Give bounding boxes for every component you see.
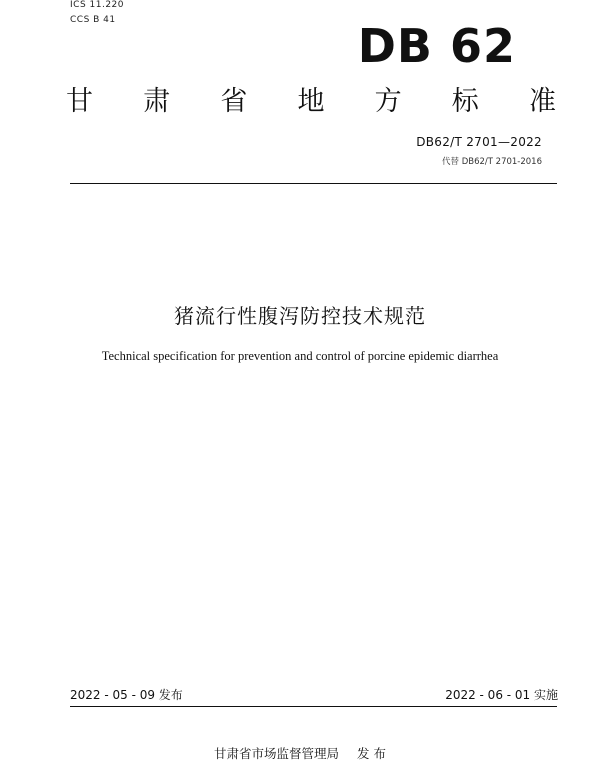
bottom-divider	[70, 706, 557, 707]
standard-type-char: 肃	[143, 86, 171, 117]
standard-type-char: 地	[297, 86, 325, 117]
publish-action: 发 布	[357, 746, 386, 761]
db-logo: DB 62	[357, 19, 516, 73]
publisher-line	[0, 744, 600, 762]
implementation-date: 2022 - 06 - 01 实施	[445, 688, 558, 702]
standard-type-char: 准	[528, 86, 556, 117]
standard-type-char: 方	[374, 86, 402, 117]
standard-type-heading	[66, 86, 556, 118]
standard-number: DB62/T 2701—2022	[416, 135, 542, 149]
ccs-code: CCS B 41	[70, 15, 116, 25]
issue-date: 2022 - 05 - 09 发布	[70, 688, 183, 702]
standard-type-char: 省	[220, 86, 248, 117]
replaces-standard: 代替 DB62/T 2701-2016	[442, 157, 542, 167]
ics-code: ICS 11.220	[70, 0, 125, 10]
publisher-name: 甘肃省市场监督管理局	[214, 746, 340, 761]
document-title-english: Technical specification for prevention and control of porcine epidemic diarrhea	[101, 349, 499, 363]
document-title-chinese: 猪流行性腹泻防控技术规范	[174, 304, 426, 328]
top-divider	[70, 183, 557, 184]
standard-type-char: 标	[451, 86, 479, 117]
standard-type-char: 甘	[66, 86, 93, 117]
